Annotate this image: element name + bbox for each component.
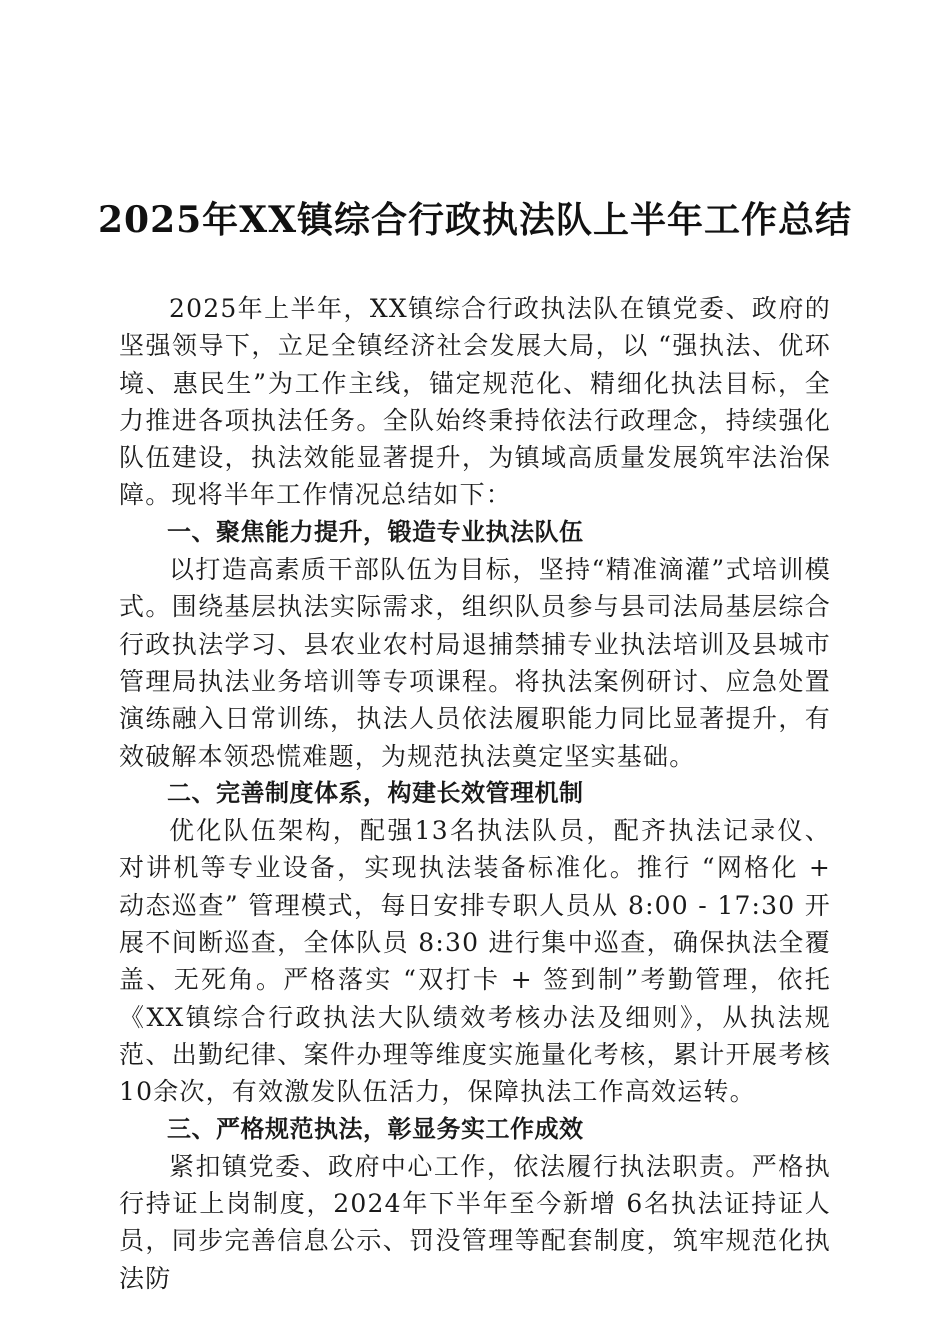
- section-2-heading: 二、完善制度体系，构建长效管理机制: [167, 778, 584, 807]
- section-2-paragraph: 优化队伍架构，配强13名执法队员，配齐执法记录仪、对讲机等专业设备，实现执法装备标准化。推行 “网格化 + 动态巡查” 管理模式，每日安排专职人员从 8:00 - 17:30 开展不间断巡查，全体队员 8:30 进行集中巡查，确保执法全覆盖、无死角。严格落实 “双打卡 + 签到制”考勤管理，依托《XX镇综合行政执法大队绩效考核办法及细则》，从执法规范、出勤纪律、案件办理等维度实施量化考核，累计开展考核10余次，有效激发队伍活力，保障执法工作高效运转。: [119, 816, 831, 1107]
- section-3-heading: 三、严格规范执法，彰显务实工作成效: [167, 1114, 584, 1143]
- document-title: 2025年XX镇综合行政执法队上半年工作总结: [97, 199, 853, 241]
- section-1-heading: 一、聚焦能力提升，锻造专业执法队伍: [167, 517, 584, 546]
- section-1-paragraph: 以打造高素质干部队伍为目标，坚持“精准滴灌”式培训模式。围绕基层执法实际需求，组织队员参与县司法局基层综合行政执法学习、县农业农村局退捕禁捕专业执法培训及县城市管理局执法业务培训等专项课程。将执法案例研讨、应急处置演练融入日常训练，执法人员依法履职能力同比显著提升，有效破解本领恐慌难题，为规范执法奠定坚实基础。: [119, 555, 831, 771]
- intro-paragraph: 2025年上半年，XX镇综合行政执法队在镇党委、政府的坚强领导下，立足全镇经济社会发展大局，以 “强执法、优环境、惠民生”为工作主线，锚定规范化、精细化执法目标，全力推进各项执法任务。全队始终秉持依法行政理念，持续强化队伍建设，执法效能显著提升，为镇域高质量发展筑牢法治保障。现将半年工作情况总结如下：: [119, 294, 831, 510]
- document-body: [119, 290, 831, 1297]
- section-3-paragraph: 紧扣镇党委、政府中心工作，依法履行执法职责。严格执行持证上岗制度，2024年下半年至今新增 6名执法证持证人员，同步完善信息公示、罚没管理等配套制度，筑牢规范化执法防: [119, 1151, 831, 1293]
